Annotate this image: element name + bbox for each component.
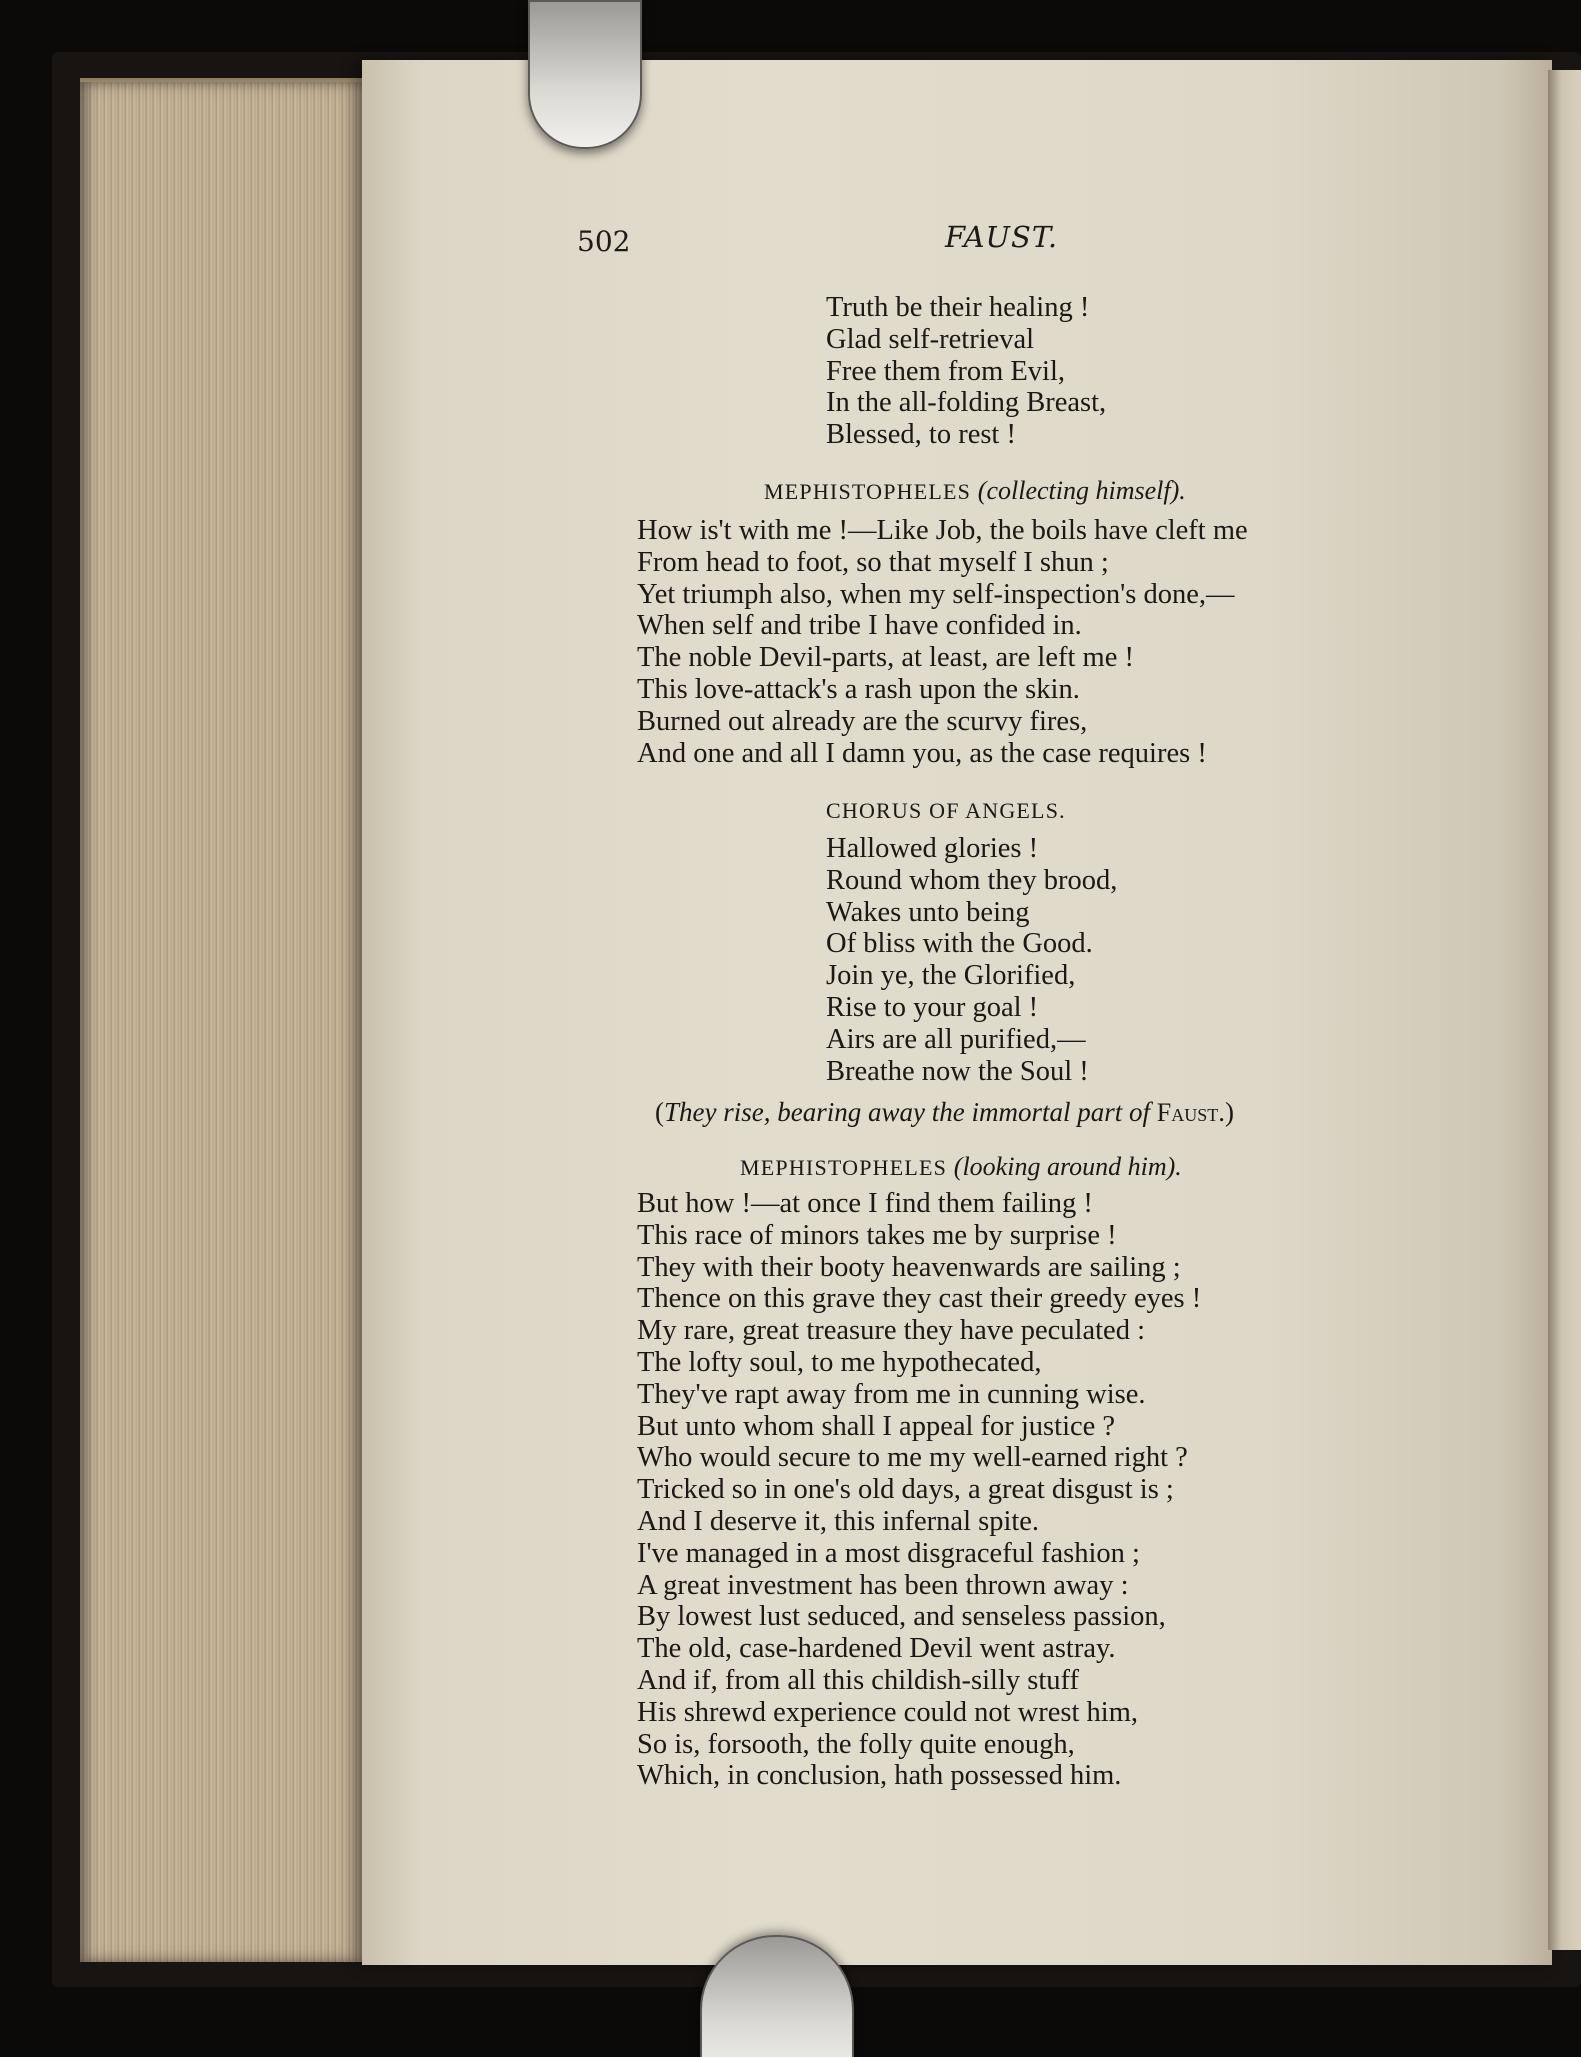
verse-line: Burned out already are the scurvy fires,	[637, 705, 1088, 737]
verse-line: And if, from all this childish-silly stuff	[637, 1664, 1079, 1696]
verse-line: Tricked so in one's old days, a great disgust is ;	[637, 1474, 1174, 1506]
verse-line: Who would secure to me my well-earned right ?	[637, 1442, 1188, 1474]
verse-line: But how !—at once I find them failing !	[637, 1188, 1093, 1219]
verse-line: My rare, great treasure they have peculated :	[637, 1315, 1145, 1347]
running-title: FAUST.	[945, 220, 1059, 254]
verse-line: Yet triumph also, when my self-inspection's done,—	[637, 578, 1235, 610]
mephisto-verse-1	[637, 515, 1248, 769]
verse-line: When self and tribe I have confided in.	[637, 610, 1082, 642]
speaker-name: MEPHISTOPHELES	[764, 479, 972, 504]
stage-name: Faust	[1156, 1098, 1219, 1127]
verse-line: And I deserve it, this infernal spite.	[637, 1505, 1040, 1537]
speaker-heading-3	[740, 1152, 1182, 1182]
verse-line: Blessed, to rest !	[826, 419, 1016, 451]
verse-line: A great investment has been thrown away :	[637, 1569, 1129, 1601]
speaker-name: MEPHISTOPHELES	[740, 1155, 948, 1180]
stage-open: (	[655, 1097, 664, 1127]
speaker-direction: (collecting himself).	[977, 476, 1186, 505]
verse-line: Hallowed glories !	[826, 833, 1039, 864]
verse-line: How is't with me !—Like Job, the boils have cleft me	[637, 515, 1248, 546]
stage-close: .)	[1218, 1097, 1234, 1127]
verse-line: They've rapt away from me in cunning wise.	[637, 1378, 1146, 1410]
mephisto-verse-2	[637, 1188, 1201, 1792]
speaker-heading-1	[764, 476, 1186, 506]
angels-verse-1	[826, 292, 1106, 451]
verse-line: Join ye, the Glorified,	[826, 960, 1076, 992]
verse-line: In the all-folding Breast,	[826, 387, 1107, 419]
page-number: 502	[577, 225, 631, 258]
verse-line: From head to foot, so that myself I shun ;	[637, 546, 1109, 578]
facing-page-edge	[1548, 70, 1581, 1950]
verse-line: Rise to your goal !	[826, 991, 1039, 1023]
verse-line: Thence on this grave they cast their greedy eyes !	[637, 1283, 1202, 1315]
verse-line: This race of minors takes me by surprise !	[637, 1219, 1117, 1251]
verse-line: Round whom they brood,	[826, 864, 1118, 896]
verse-line: Airs are all purified,—	[826, 1023, 1086, 1055]
verse-line: The old, case-hardened Devil went astray.	[637, 1633, 1116, 1665]
verse-line: Breathe now the Soul !	[826, 1055, 1089, 1087]
speaker-heading-2: CHORUS OF ANGELS.	[826, 798, 1066, 823]
verse-line: His shrewd experience could not wrest him,	[637, 1696, 1138, 1728]
verse-line: Free them from Evil,	[826, 355, 1066, 387]
angels-verse-2	[826, 833, 1117, 1087]
verse-line: The lofty soul, to me hypothecated,	[637, 1346, 1042, 1378]
verse-line: Wakes unto being	[826, 896, 1030, 928]
verse-line: Glad self-retrieval	[826, 323, 1035, 355]
verse-line: I've managed in a most disgraceful fashion ;	[637, 1537, 1140, 1569]
verse-line: So is, forsooth, the folly quite enough,	[637, 1728, 1075, 1760]
page-clip-top	[528, 0, 642, 149]
page-edges	[80, 82, 370, 1962]
verse-line: By lowest lust seduced, and senseless passion,	[637, 1601, 1166, 1633]
stage-direction	[655, 1097, 1234, 1128]
stage-italic: They rise, bearing away the immortal part of	[664, 1097, 1150, 1127]
verse-line: But unto whom shall I appeal for justice ?	[637, 1410, 1116, 1442]
verse-line: Of bliss with the Good.	[826, 928, 1093, 960]
verse-line: Which, in conclusion, hath possessed him.	[637, 1760, 1122, 1792]
verse-line: Truth be their healing !	[826, 292, 1090, 323]
verse-line: They with their booty heavenwards are sailing ;	[637, 1251, 1181, 1283]
verse-line: This love-attack's a rash upon the skin.	[637, 673, 1080, 705]
verse-line: The noble Devil-parts, at least, are left me !	[637, 642, 1134, 674]
verse-line: And one and all I damn you, as the case requires !	[637, 737, 1207, 769]
speaker-direction: (looking around him).	[953, 1152, 1182, 1181]
